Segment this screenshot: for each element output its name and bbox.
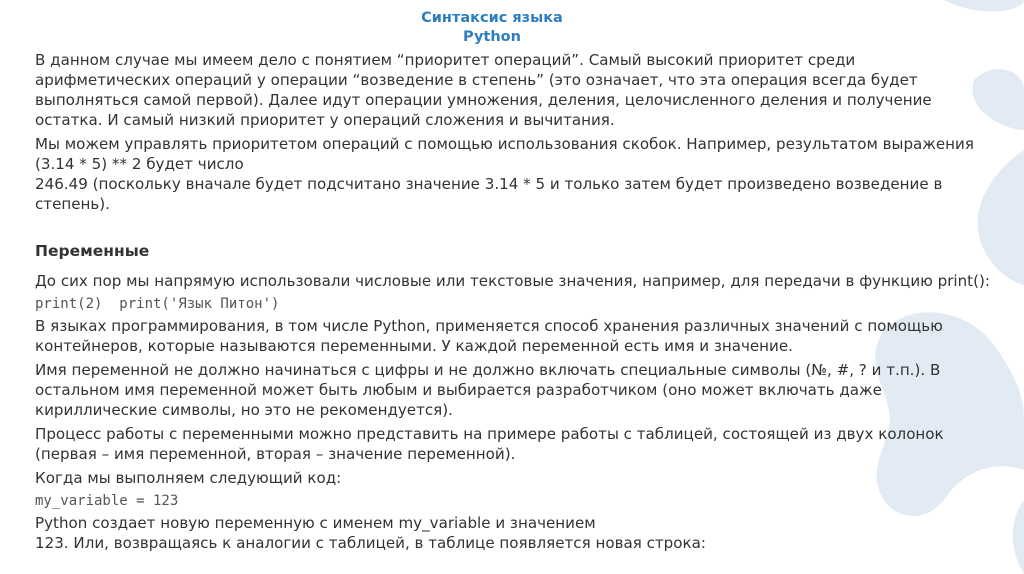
paragraph-direct-values: До сих пор мы напрямую использовали числовые или текстовые значения, например, для передачи в функцию print(): <box>35 272 990 290</box>
code-example-assignment: my_variable = 123 <box>35 493 179 509</box>
section-heading-variables: Переменные <box>35 242 150 260</box>
paragraph-new-row: 123. Или, возвращаясь к аналогии с таблицей, в таблице появляется новая строка: <box>35 534 706 552</box>
paragraph-variable-naming: Имя переменной не должно начинаться с цифры и не должно включать специальные символы (№, #, ? и т.п.). В остальном имя переменной может быть любым и выбирается разработчиком (оно может включать даже кириллические символы, но это не рекомендуется). <box>35 361 941 419</box>
paragraph-new-variable: Python создает новую переменную с именем my_variable и значением <box>35 514 596 532</box>
paragraph-parentheses-result: 246.49 (поскольку вначале будет подсчитано значение 3.14 * 5 и только затем будет произведено возведение в степень). <box>35 175 943 213</box>
slide-title <box>392 9 592 47</box>
paragraph-variables-definition: В языках программирования, в том числе Python, применяется способ хранения различных значений с помощью контейнеров, которые называются переменными. У каждой переменной есть имя и значение. <box>35 317 943 355</box>
paragraph-run-code: Когда мы выполняем следующий код: <box>35 469 342 487</box>
slide-title-line2: Python <box>463 29 521 45</box>
paragraph-table-analogy: Процесс работы с переменными можно представить на примере работы с таблицей, состоящей из двух колонок (первая – имя переменной, вторая – значение переменной). <box>35 425 944 463</box>
slide-body <box>35 50 995 553</box>
paragraph-parentheses: Мы можем управлять приоритетом операций с помощью использования скобок. Например, результатом выражения (3.14 * 5) ** 2 будет число <box>35 135 974 173</box>
paragraph-operator-precedence: В данном случае мы имеем дело с понятием “приоритет операций”. Самый высокий приоритет среди арифметических операций у операции “возведение в степень” (это означает, что эта операция всегда будет выполняться самой первой). Далее идут операции умножения, деления, целочисленного деления и получение остатка. И самый низкий приоритет у операций сложения и вычитания. <box>35 51 932 129</box>
slide-title-line1: Синтаксис языка <box>421 10 563 26</box>
code-example-print: print(2) print('Язык Питон') <box>35 296 280 312</box>
